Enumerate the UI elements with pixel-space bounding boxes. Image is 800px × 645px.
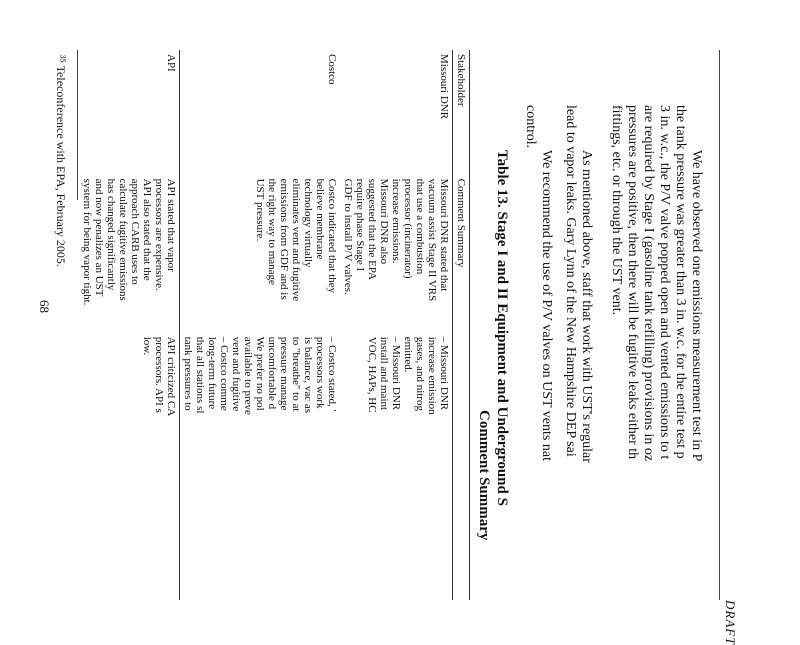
paragraph-line: 3 in. w.c., the P/V valve popped open and vented emissions to t <box>657 105 672 460</box>
paragraph-line: We recommend the use of P/V valves on UST vents nat <box>539 150 554 461</box>
table-row <box>340 50 453 600</box>
comment-cell: API stated that vapor processors are expensive. API also stated that the approach CARB uses to calculate fugitive emissions has changed significantly and now penalizes an UST system for being vapor tight. <box>79 175 180 333</box>
table-row <box>180 50 341 600</box>
draft-label: DRAFT <box>723 600 738 645</box>
stakeholder-cell: Missouri DNR <box>438 54 450 120</box>
response-cell: – Costco stated, ' processors work is balance, vac as to "breathe" to at pressure manage uncomfortable d We prefer no pol available to preve vent and fugitive – Costco comme long-term future that all stations sl tank pressures to <box>182 336 338 415</box>
column-header: Stakeholder <box>453 50 470 175</box>
column-header <box>453 333 470 600</box>
page-number: 68 <box>37 300 52 313</box>
paragraph-line: fittings, etc. or through the UST vent. <box>609 105 624 316</box>
footnote: ³⁵ Teleconference with EPA, February 2005. <box>54 55 68 267</box>
paragraph-line: lead to vapor leaks. Gary Lynn of the New Hampshire DEP sai <box>563 105 578 457</box>
comment-cell: Costco indicated that they believe membrane technology virtually eliminates vent and fugitive emissions from GDF and is the right way to manage UST pressure. <box>254 178 338 302</box>
paragraph-line: control. <box>523 105 538 149</box>
footnote-rule <box>77 50 78 200</box>
table-header-row <box>453 50 470 600</box>
header-rule <box>719 50 720 600</box>
stakeholder-table <box>79 50 470 600</box>
paragraph-line: We have observed one emissions measurement test in P <box>689 150 704 462</box>
comment-cell: Missouri DNR stated that vacuum assist Stage II VRS that use a combustion processor (incinerator) increase emissions. Missouri DNR also suggested that the EPA require phase Stage I GDF to install P/V valves. <box>342 178 450 302</box>
table-caption: Table 13. Stage I and II Equipment and Underground S <box>494 150 510 506</box>
stakeholder-cell: API <box>79 50 180 175</box>
stakeholder-cell: Costco <box>326 54 338 85</box>
paragraph-line: As mentioned above, staff that work with UST's regular <box>579 150 594 463</box>
response-cell: – Missouri DNR increase emission gases, and nitrog emitted. – Missouri DNR install and maint VOC, HAPs, HC <box>366 336 450 415</box>
paragraph-line: pressures are positive, then there will be fugitive leaks either th <box>625 105 640 460</box>
table-caption-subtitle: Comment Summary <box>476 410 492 541</box>
table-row <box>79 50 180 600</box>
paragraph-line: are required by Stage I (gasoline tank refilling) provisions in oz <box>641 105 656 462</box>
column-header: Comment Summary <box>453 175 470 333</box>
paragraph-line: the tank pressure was greater than 3 in. w.c. for the entire test p <box>673 105 688 459</box>
response-cell: API criticized CA processors. API s low. <box>79 333 180 600</box>
